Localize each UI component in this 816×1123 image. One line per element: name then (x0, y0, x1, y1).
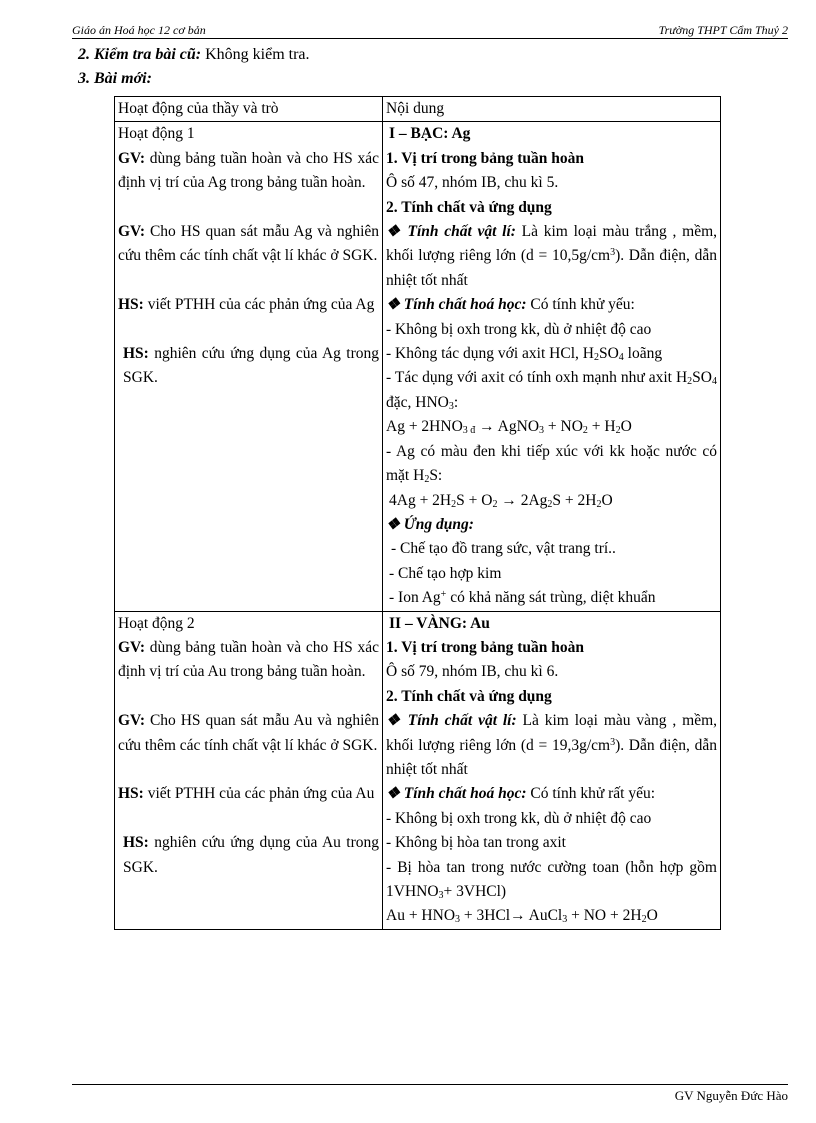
equation: $Au + HNO_3 + 3HCl\to$ AuCl$_3$ + NO + $2H_2O$ (386, 907, 658, 926)
property-bullet: - Không bị oxh trong kk, dù ở nhiệt độ cao (386, 320, 652, 338)
table-row-silver (115, 122, 721, 611)
hs-label: HS: (118, 296, 144, 314)
section-title: I – BẠC: Ag (389, 125, 471, 143)
property-bullet: - Tác dụng với axit có tính oxh mạnh như axit $H_2SO_4$ đặc, $HNO_3$: (386, 369, 717, 412)
section-title: II – VÀNG: Au (389, 614, 490, 632)
physical-label: ❖ Tính chất vật lí: (386, 223, 516, 241)
application-item: - Chế tạo đồ trang sức, vật trang trí.. (391, 540, 616, 558)
silver-activities (115, 122, 383, 611)
hs-label: HS: (123, 834, 149, 852)
equation: $Ag + 2HNO_{3 đ}$ → AgNO$_3$ + $NO_2 + H_2O$ (386, 418, 632, 437)
section-3 (78, 70, 152, 88)
gv-label: GV: (118, 223, 145, 241)
page-header (72, 22, 788, 39)
hs-text: viết PTHH của các phản ứng của Au (147, 785, 375, 803)
section-2 (78, 46, 310, 64)
physical-text: Là kim loại màu trắng , mềm, khối lượng riêng lớn (d = 10,5g/cm (386, 223, 718, 265)
col2-header: Nội dung (383, 97, 721, 122)
section-2-label: 2. Kiểm tra bài cũ: (78, 46, 202, 63)
physical-label: ❖ Tính chất vật lí: (386, 712, 517, 730)
property-bullet: - Không bị oxh trong kk, dù ở nhiệt độ cao (386, 809, 652, 827)
table-header-row (115, 97, 721, 122)
property-bullet: - Không tác dụng với axit HCl, $H_2SO_4$ loãng (386, 345, 663, 364)
position-text: Ô số 79, nhóm IB, chu kì 6. (386, 663, 559, 681)
chemical-label: ❖ Tính chất hoá học: (386, 785, 527, 803)
section-3-label: 3. Bài mới: (78, 70, 152, 87)
gv-text: dùng bảng tuần hoàn và cho HS xác định vị trí của Ag trong bảng tuần hoàn. (118, 149, 380, 192)
gold-activities (115, 611, 383, 929)
property-bullet: - Bị hòa tan trong nước cường toan (hỗn hợp gồm $1VHNO_3+$ 3VHCl) (386, 858, 717, 901)
section-2-text: Không kiểm tra. (205, 46, 310, 63)
application-label: ❖ Ứng dụng: (386, 515, 474, 533)
hs-text: viết PTHH của các phản ứng của Ag (147, 296, 375, 314)
position-text: Ô số 47, nhóm IB, chu kì 5. (386, 174, 559, 192)
application-item: - Ion Ag+ có khả năng sát trùng, diệt khuẩn (389, 589, 656, 607)
equation: $4Ag + 2H_2S + O_2 \to 2Ag_2S + 2H_2O$ (389, 491, 613, 510)
footer-author: GV Nguyễn Đức Hào (674, 1088, 788, 1103)
gv-text: Cho HS quan sát mẫu Ag và nghiên cứu thêm các tính chất vật lí khác ở SGK. (118, 223, 380, 265)
property-bullet: - Không bị hòa tan trong axit (386, 834, 566, 852)
property-heading: 2. Tính chất và ứng dụng (386, 687, 552, 705)
application-item: - Chế tạo hợp kim (389, 564, 502, 582)
gv-text: dùng bảng tuần hoàn và cho HS xác định vị trí của Au trong bảng tuần hoàn. (118, 638, 380, 681)
gold-content: II – VÀNG: Au 1. Vị trí trong bảng tuần hoàn Ô số 79, nhóm IB, chu kì 6. 2. Tính chất và ứng dụng ❖ Tính chất vật lí: Là kim loại màu vàng , mềm, khối lượng riêng lớn $(d = 19,3g/cm^3)$. Dẫn điện, dẫn nhiệt tốt nhất ❖ Tính chất hoá học: Có tính khử rất yếu: - Không bị oxh trong kk, dù ở nhiệt độ cao - Không bị hòa tan trong axit - Bị hòa tan trong nước cường toan (hỗn hợp gồm $1VHNO_3+$ 3VHCl) $Au + HNO_3 + 3HCl\to$ AuCl$_3$ + NO + $2H_2O$ (383, 611, 721, 929)
position-heading: 1. Vị trí trong bảng tuần hoàn (386, 638, 584, 656)
hs-text: nghiên cứu ứng dụng của Ag trong SGK. (123, 345, 379, 387)
gv-label: GV: (118, 149, 145, 167)
chemical-text: Có tính khử yếu: (530, 296, 635, 314)
gv-text: Cho HS quan sát mẫu Au và nghiên cứu thêm các tính chất vật lí khác ở SGK. (118, 712, 380, 754)
col1-header: Hoạt động của thầy và trò (115, 97, 383, 122)
gv-label: GV: (118, 638, 145, 656)
silver-content: I – BẠC: Ag 1. Vị trí trong bảng tuần hoàn Ô số 47, nhóm IB, chu kì 5. 2. Tính chất và ứng dụng ❖ Tính chất vật lí: Là kim loại màu trắng , mềm, khối lượng riêng lớn $(d = 10,5g/cm^3)$. Dẫn điện, dẫn nhiệt tốt nhất ❖ Tính chất hoá học: Có tính khử yếu: - Không bị oxh trong kk, dù ở nhiệt độ cao - Không tác dụng với axit HCl, $H_2SO_4$ loãng - Tác dụng với axit có tính oxh mạnh như axit $H_2SO_4$ đặc, $HNO_3$: $Ag + 2HNO_{3 đ}$ → AgNO$_3$ + $NO_2 + H_2O$ - Ag có màu đen khi tiếp xúc với kk hoặc nước có mặt $H_2S$: $4Ag + 2H_2S + O_2 \to 2Ag_2S + 2H_2O$ ❖ Ứng dụng: - Chế tạo đồ trang sức, vật trang trí.. - Chế tạo hợp kim - Ion Ag+ có khả năng sát trùng, diệt khuẩn (383, 122, 721, 611)
position-heading: 1. Vị trí trong bảng tuần hoàn (386, 149, 584, 167)
chemical-text: Có tính khử rất yếu: (530, 785, 656, 803)
header-left: Giáo án Hoá học 12 cơ bản (72, 23, 206, 37)
hs-label: HS: (123, 345, 149, 363)
gv-label: GV: (118, 712, 145, 730)
chemical-label: ❖ Tính chất hoá học: (386, 296, 527, 314)
activity-title: Hoạt động 2 (118, 614, 195, 632)
lesson-table (114, 96, 721, 930)
hs-text: nghiên cứu ứng dụng của Au trong SGK. (123, 834, 379, 876)
hs-label: HS: (118, 785, 144, 803)
header-right: Trường THPT Cẩm Thuỷ 2 (658, 23, 788, 37)
physical-text: Là kim loại màu vàng , mềm, khối lượng riêng lớn (d = 19,3g/cm (386, 712, 718, 754)
footer-divider (72, 1084, 788, 1085)
activity-title: Hoạt động 1 (118, 125, 195, 143)
property-bullet: - Ag có màu đen khi tiếp xúc với kk hoặc nước có mặt $H_2S$: (386, 442, 717, 486)
table-row-gold (115, 611, 721, 929)
property-heading: 2. Tính chất và ứng dụng (386, 198, 552, 216)
